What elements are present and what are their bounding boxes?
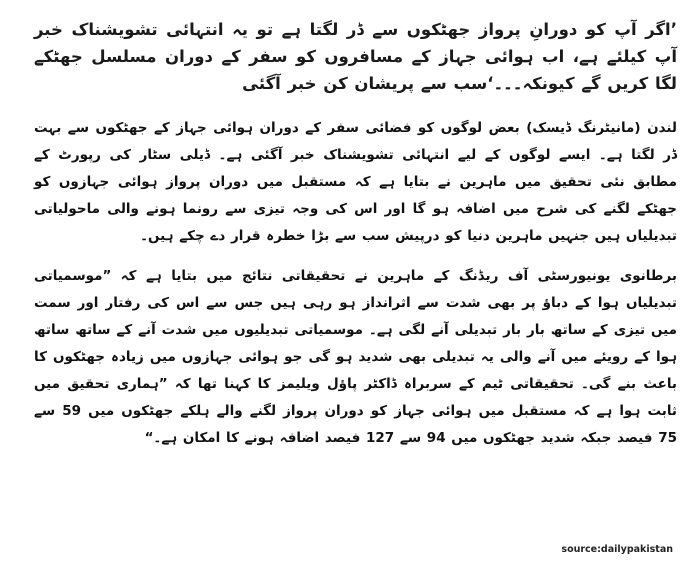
article-headline: ’اگر آپ کو دورانِ پرواز جھٹکوں سے ڈر لگتا ہے تو یہ انتہائی تشویشناک خبر آپ کیلئے ہے، اب ہوائی جہاز کے مسافروں کو سفر کے دوران مسلسل جھٹکے لگا کریں گے کیونکہ۔۔۔‘سب سے پریشان کن خبر آگئی: [34, 20, 677, 93]
source-credit: source:dailypakistan: [561, 544, 673, 555]
article-paragraph-2: برطانوی یونیورسٹی آف ریڈنگ کے ماہرین نے تحقیقاتی نتائج میں بتایا ہے کہ ”موسمیاتی تبدیلیاں ہوا کے دباؤ پر بھی شدت سے اثرانداز ہو رہی ہیں جس سے اس کی رفتار اور سمت میں تیزی کے ساتھ بار بار تبدیلی آنے لگی ہے۔ موسمیاتی تبدیلیوں میں شدت آنے کے ساتھ ساتھ ہوا کے رویئے میں آنے والی یہ تبدیلی بھی شدید ہو گی جو ہوائی جہازوں میں زیادہ جھٹکوں کا باعث بنے گی۔ تحقیقاتی ٹیم کے سربراہ ڈاکٹر پاؤل ویلیمز کا کہنا تھا کہ ”ہماری تحقیق میں ثابت ہوا ہے کہ مستقبل میں ہوائی جہاز کو دوران پرواز لگنے والے ہلکے جھٹکوں میں 59 سے 75 فیصد جبکہ شدید جھٹکوں میں 94 سے 127 فیصد اضافہ ہونے کا امکان ہے۔“: [34, 268, 678, 446]
article-body: [34, 16, 677, 465]
article-paragraph-1: لندن (مانیٹرنگ ڈیسک) بعض لوگوں کو فضائی سفر کے دوران ہوائی جہاز کے جھٹکوں سے بہت ڈر لگتا ہے۔ ایسے لوگوں کے لیے انتہائی تشویشناک خبر آگئی ہے۔ ڈیلی سٹار کی رپورٹ کے مطابق نئی تحقیق میں ماہرین نے بتایا ہے کہ مستقبل میں دوران پرواز ہوائی جہازوں کو جھٹکے لگنے کی شرح میں اضافہ ہو گا اور اس کی وجہ تیزی سے رونما ہونے والی ماحولیاتی تبدیلیاں ہیں جنہیں ماہرین دنیا کو درپیش سب سے بڑا خطرہ قرار دے چکے ہیں۔: [34, 120, 677, 244]
